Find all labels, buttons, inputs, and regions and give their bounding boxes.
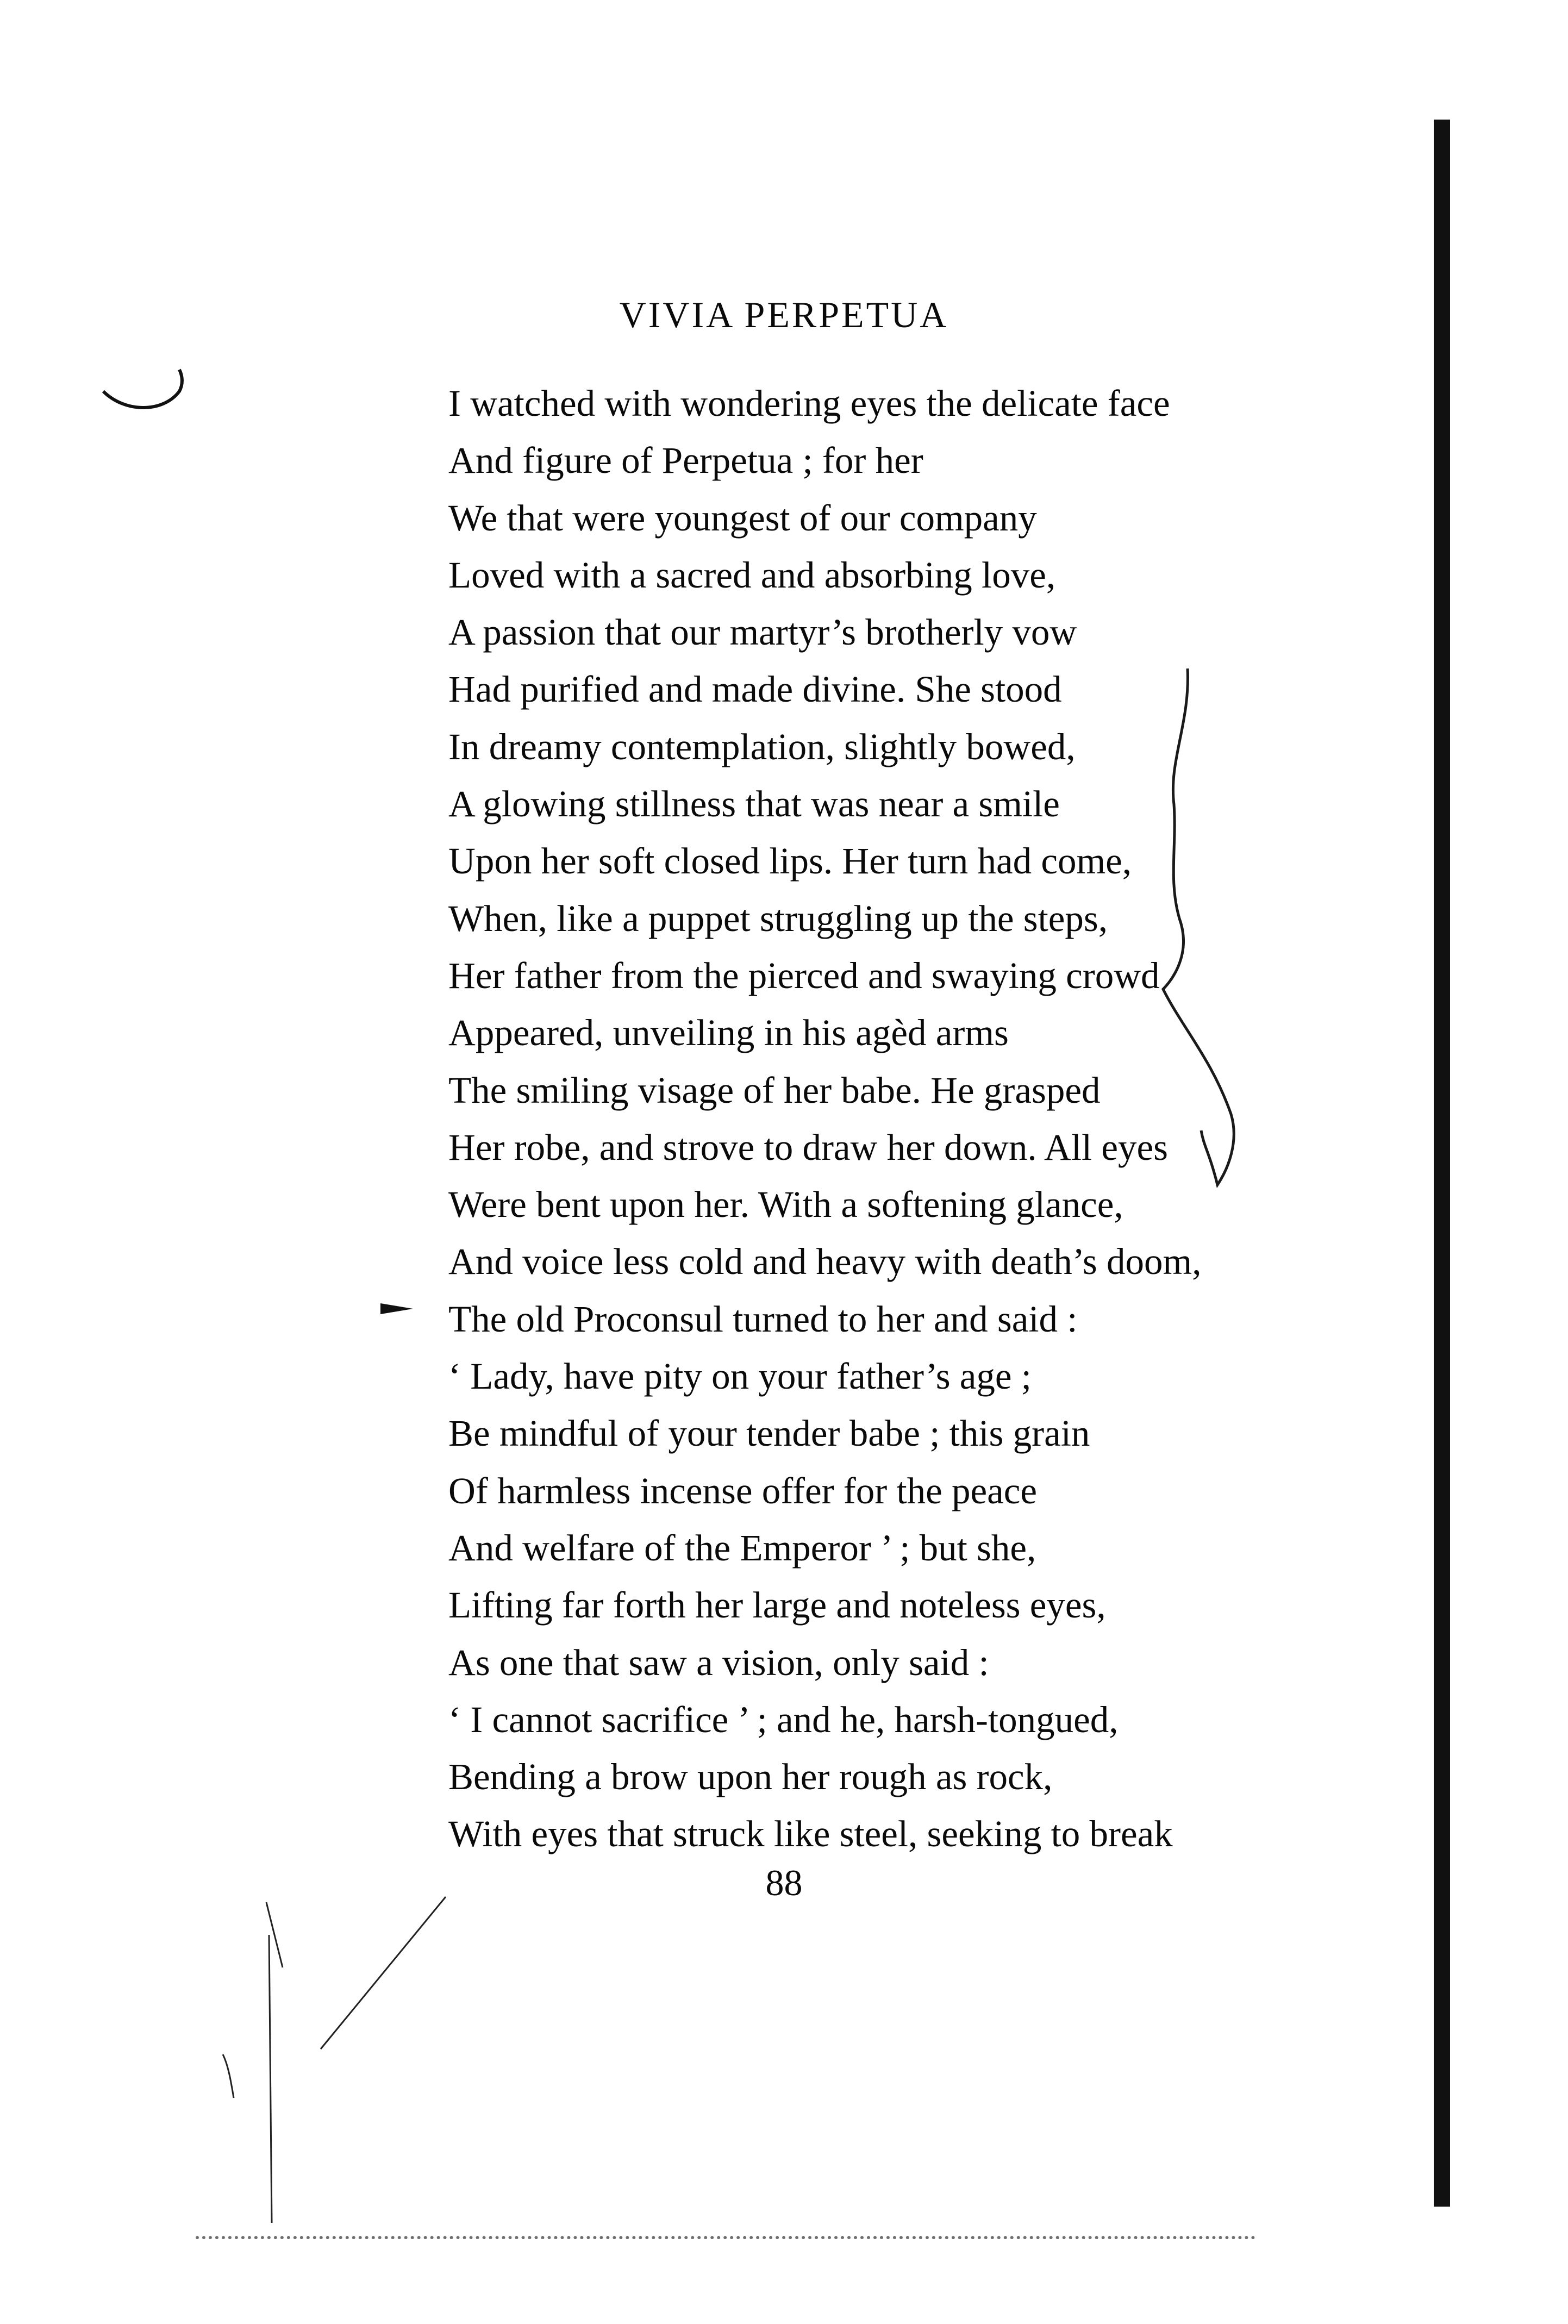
margin-arrow-mark: [380, 1303, 413, 1314]
poem-line: Her father from the pierced and swaying crowd: [448, 954, 1160, 996]
poem-line: Lifting far forth her large and noteless eyes,: [448, 1584, 1106, 1626]
poem-line: And voice less cold and heavy with death’s doom,: [448, 1241, 1202, 1283]
poem-line: Bending a brow upon her rough as rock,: [448, 1756, 1053, 1798]
poem-line: Her robe, and strove to draw her down. All eyes: [448, 1126, 1169, 1168]
poem-line: A glowing stillness that was near a smile: [448, 783, 1060, 825]
poem-line: And figure of Perpetua ; for her: [448, 440, 923, 482]
poem-line: The smiling visage of her babe. He grasped: [448, 1069, 1101, 1111]
poem-line: I watched with wondering eyes the delicate face: [448, 383, 1170, 424]
margin-hook-mark: [103, 370, 182, 408]
pencil-stroke: [269, 1935, 272, 2223]
poem-line: The old Proconsul turned to her and said :: [448, 1298, 1078, 1340]
poem-line: Loved with a sacred and absorbing love,: [448, 554, 1056, 596]
poem-line: ‘ I cannot sacrifice ’ ; and he, harsh-tongued,: [448, 1698, 1119, 1740]
poem-line: Appeared, unveiling in his agèd arms: [448, 1012, 1009, 1054]
poem-line: A passion that our martyr’s brotherly vow: [448, 611, 1077, 653]
poem-line: We that were youngest of our company: [448, 497, 1037, 539]
poem-line: Upon her soft closed lips. Her turn had come,: [448, 840, 1132, 882]
poem-line: Had purified and made divine. She stood: [448, 669, 1062, 710]
poem-line: In dreamy contemplation, slightly bowed,: [448, 726, 1076, 767]
pencil-stroke: [321, 1897, 446, 2049]
running-head: VIVIA PERPETUA: [619, 294, 949, 335]
poem-line: And welfare of the Emperor ’ ; but she,: [448, 1527, 1036, 1569]
poem-line: When, like a puppet struggling up the steps,: [448, 897, 1108, 939]
poem-line: As one that saw a vision, only said :: [448, 1641, 989, 1683]
poem-line: Be mindful of your tender babe ; this grain: [448, 1413, 1090, 1454]
poem-line: Of harmless incense offer for the peace: [448, 1470, 1038, 1511]
poem-line: Were bent upon her. With a softening glance,: [448, 1184, 1123, 1226]
margin-bracket-mark: [1163, 669, 1234, 1185]
poem-line: ‘ Lady, have pity on your father’s age ;: [448, 1355, 1032, 1397]
pencil-stroke: [223, 2054, 234, 2098]
page-number: 88: [765, 1862, 803, 1903]
poem-line: With eyes that struck like steel, seeking to break: [448, 1813, 1173, 1855]
